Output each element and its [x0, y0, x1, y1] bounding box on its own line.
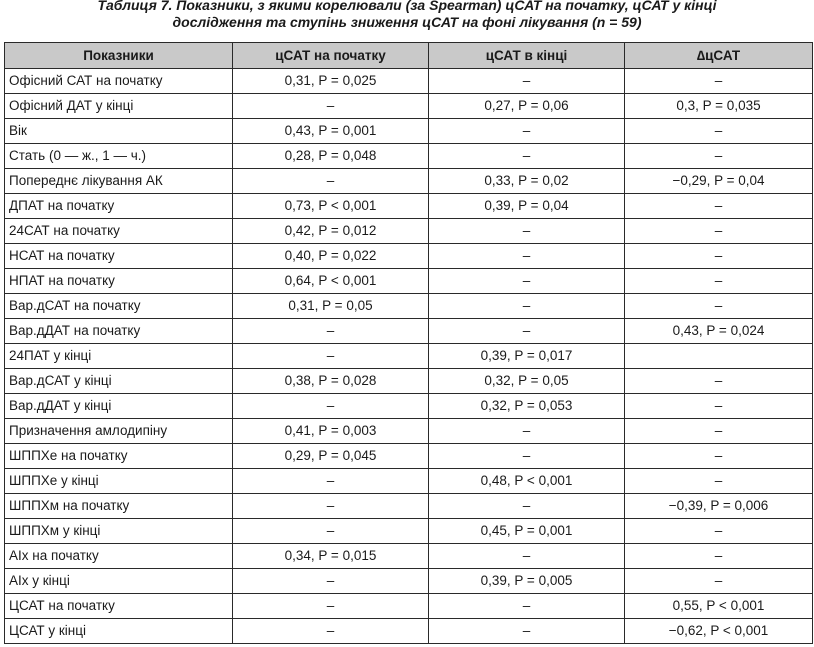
- cell-csat-start: 0,43, P = 0,001: [233, 119, 429, 144]
- cell-csat-start: –: [233, 394, 429, 419]
- cell-csat-start: 0,40, P = 0,022: [233, 244, 429, 269]
- cell-csat-end: 0,39, P = 0,005: [429, 569, 625, 594]
- caption-line-1: Таблиця 7. Показники, з якими корелювали (за Spearman) цСАТ на початку, цСАТ у кінці: [97, 0, 717, 13]
- table-row: [5, 269, 813, 294]
- cell-csat-end: 0,39, P = 0,017: [429, 344, 625, 369]
- cell-csat-end: 0,27, P = 0,06: [429, 94, 625, 119]
- cell-delta-csat: –: [625, 219, 813, 244]
- cell-csat-start: 0,31, P = 0,025: [233, 69, 429, 94]
- header-delta-csat: ∆цСАТ: [625, 43, 813, 69]
- cell-csat-end: –: [429, 494, 625, 519]
- table-row: [5, 144, 813, 169]
- table-row: [5, 69, 813, 94]
- cell-delta-csat: –: [625, 544, 813, 569]
- cell-csat-start: –: [233, 619, 429, 644]
- cell-csat-start: –: [233, 469, 429, 494]
- cell-delta-csat: –: [625, 469, 813, 494]
- table-row: [5, 569, 813, 594]
- cell-csat-end: –: [429, 419, 625, 444]
- table-row: [5, 319, 813, 344]
- header-csat-end: цСАТ в кінці: [429, 43, 625, 69]
- cell-csat-end: –: [429, 594, 625, 619]
- cell-csat-end: –: [429, 219, 625, 244]
- row-label: Стать (0 — ж., 1 — ч.): [5, 144, 233, 169]
- row-label: ЦСАТ на початку: [5, 594, 233, 619]
- row-label: ШППХе у кінці: [5, 469, 233, 494]
- cell-delta-csat: –: [625, 394, 813, 419]
- cell-csat-end: 0,39, P = 0,04: [429, 194, 625, 219]
- row-label: 24САТ на початку: [5, 219, 233, 244]
- cell-csat-start: 0,41, P = 0,003: [233, 419, 429, 444]
- cell-csat-end: 0,45, P = 0,001: [429, 519, 625, 544]
- cell-csat-start: –: [233, 94, 429, 119]
- cell-delta-csat: −0,39, P = 0,006: [625, 494, 813, 519]
- table-row: [5, 394, 813, 419]
- cell-csat-start: –: [233, 169, 429, 194]
- table-header-row: [5, 43, 813, 69]
- cell-csat-start: 0,64, P < 0,001: [233, 269, 429, 294]
- row-label: AIx у кінці: [5, 569, 233, 594]
- cell-csat-start: 0,42, P = 0,012: [233, 219, 429, 244]
- cell-csat-end: –: [429, 444, 625, 469]
- row-label: Вар.дДАТ у кінці: [5, 394, 233, 419]
- cell-csat-start: –: [233, 519, 429, 544]
- cell-csat-end: –: [429, 619, 625, 644]
- cell-csat-start: –: [233, 569, 429, 594]
- header-indicators: Показники: [5, 43, 233, 69]
- cell-delta-csat: [625, 344, 813, 369]
- row-label: ШППХм у кінці: [5, 519, 233, 544]
- cell-delta-csat: –: [625, 144, 813, 169]
- cell-delta-csat: –: [625, 244, 813, 269]
- caption-line-2: дослідження та ступінь зниження цСАТ на фоні лікування (n = 59): [172, 14, 642, 30]
- cell-csat-end: 0,32, P = 0,05: [429, 369, 625, 394]
- table-row: [5, 469, 813, 494]
- row-label: Призначення амлодипіну: [5, 419, 233, 444]
- table-row: [5, 594, 813, 619]
- cell-delta-csat: –: [625, 569, 813, 594]
- cell-csat-start: 0,38, P = 0,028: [233, 369, 429, 394]
- cell-csat-start: –: [233, 319, 429, 344]
- cell-delta-csat: –: [625, 444, 813, 469]
- cell-csat-start: 0,28, P = 0,048: [233, 144, 429, 169]
- row-label: НСАТ на початку: [5, 244, 233, 269]
- row-label: Попереднє лікування АК: [5, 169, 233, 194]
- table-row: [5, 169, 813, 194]
- row-label: ДПАТ на початку: [5, 194, 233, 219]
- row-label: НПАТ на початку: [5, 269, 233, 294]
- cell-csat-end: –: [429, 294, 625, 319]
- table-row: [5, 369, 813, 394]
- cell-csat-start: 0,73, P < 0,001: [233, 194, 429, 219]
- table-row: [5, 219, 813, 244]
- correlation-table: [4, 42, 813, 644]
- row-label: Офісний САТ на початку: [5, 69, 233, 94]
- cell-csat-start: 0,29, P = 0,045: [233, 444, 429, 469]
- row-label: AIx на початку: [5, 544, 233, 569]
- cell-delta-csat: –: [625, 269, 813, 294]
- table-row: [5, 294, 813, 319]
- cell-csat-start: 0,34, P = 0,015: [233, 544, 429, 569]
- row-label: ЦСАТ у кінці: [5, 619, 233, 644]
- table-row: [5, 444, 813, 469]
- cell-delta-csat: 0,43, P = 0,024: [625, 319, 813, 344]
- cell-csat-start: –: [233, 494, 429, 519]
- cell-csat-start: –: [233, 594, 429, 619]
- cell-delta-csat: –: [625, 519, 813, 544]
- cell-delta-csat: −0,29, P = 0,04: [625, 169, 813, 194]
- cell-delta-csat: –: [625, 119, 813, 144]
- table-row: [5, 419, 813, 444]
- cell-delta-csat: –: [625, 69, 813, 94]
- table-row: [5, 619, 813, 644]
- table-row: [5, 244, 813, 269]
- table-row: [5, 494, 813, 519]
- row-label: Вар.дСАТ у кінці: [5, 369, 233, 394]
- cell-csat-end: –: [429, 144, 625, 169]
- cell-csat-end: –: [429, 244, 625, 269]
- table-row: [5, 519, 813, 544]
- row-label: ШППХе на початку: [5, 444, 233, 469]
- row-label: Вік: [5, 119, 233, 144]
- table-row: [5, 194, 813, 219]
- cell-delta-csat: −0,62, P < 0,001: [625, 619, 813, 644]
- cell-csat-end: –: [429, 269, 625, 294]
- header-csat-start: цСАТ на початку: [233, 43, 429, 69]
- table-body: [5, 69, 813, 644]
- row-label: ШППХм на початку: [5, 494, 233, 519]
- cell-csat-end: –: [429, 69, 625, 94]
- table-row: [5, 119, 813, 144]
- cell-delta-csat: 0,55, P < 0,001: [625, 594, 813, 619]
- cell-delta-csat: –: [625, 294, 813, 319]
- cell-delta-csat: –: [625, 194, 813, 219]
- table-caption: [0, 0, 814, 33]
- cell-csat-start: –: [233, 344, 429, 369]
- table-row: [5, 94, 813, 119]
- table-row: [5, 344, 813, 369]
- row-label: Вар.дДАТ на початку: [5, 319, 233, 344]
- cell-csat-end: –: [429, 319, 625, 344]
- cell-delta-csat: 0,3, P = 0,035: [625, 94, 813, 119]
- cell-csat-end: –: [429, 544, 625, 569]
- cell-csat-end: 0,32, P = 0,053: [429, 394, 625, 419]
- cell-csat-end: –: [429, 119, 625, 144]
- table-row: [5, 544, 813, 569]
- cell-csat-end: 0,48, P < 0,001: [429, 469, 625, 494]
- row-label: Вар.дСАТ на початку: [5, 294, 233, 319]
- row-label: 24ПАТ у кінці: [5, 344, 233, 369]
- cell-delta-csat: –: [625, 419, 813, 444]
- row-label: Офісний ДАТ у кінці: [5, 94, 233, 119]
- cell-delta-csat: –: [625, 369, 813, 394]
- cell-csat-end: 0,33, P = 0,02: [429, 169, 625, 194]
- cell-csat-start: 0,31, P = 0,05: [233, 294, 429, 319]
